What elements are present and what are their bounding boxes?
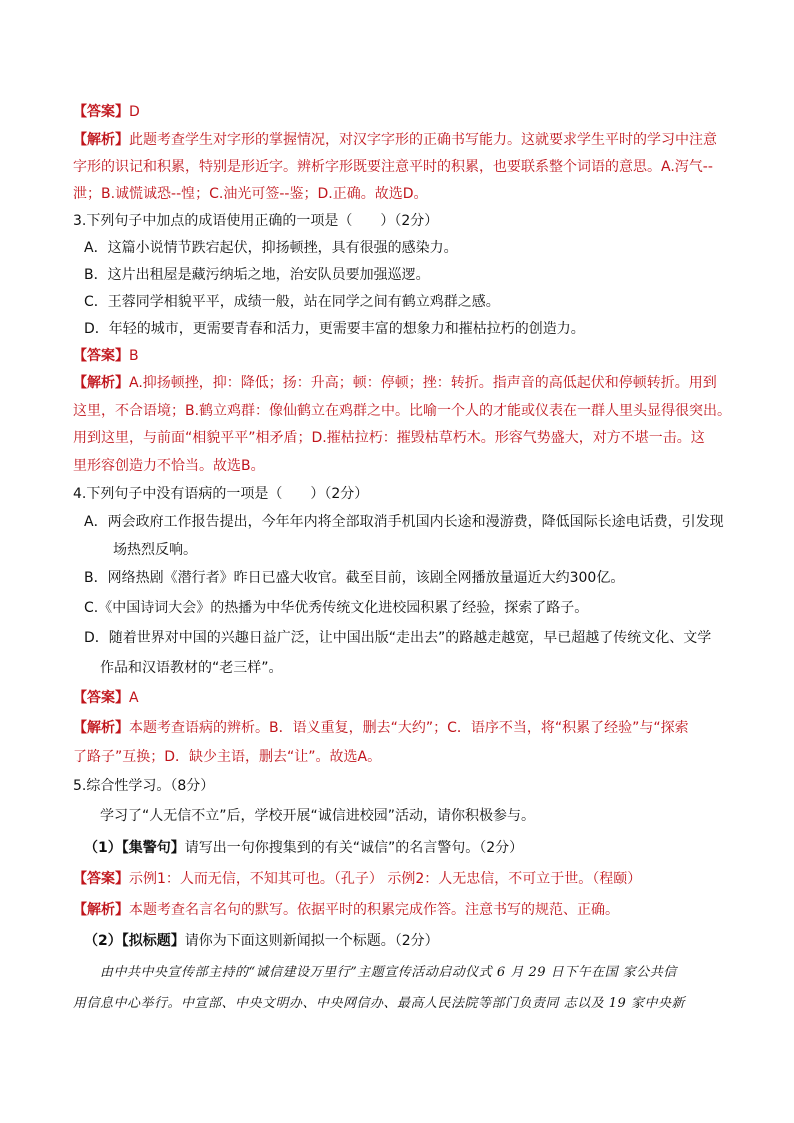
sub1-label: （1）【集警句】 <box>84 840 185 856</box>
answer-label: 【答案】 <box>73 348 129 364</box>
q4-option-b: B．网络热剧《潜行者》昨日已盛大收官。截至目前，该剧全网播放量逼近大约300亿。 <box>84 570 625 586</box>
q5-sub1-analysis: 【解析】本题考查名言名句的默写。依据平时的积累完成作答。注意书写的规范、正确。 <box>73 902 619 918</box>
q3-analysis-line-4: 里形容创造力不恰当。故选B。 <box>73 458 265 474</box>
sub2-label: （2）【拟标题】 <box>84 933 185 949</box>
q3-option-b: B．这片出租屋是藏污纳垢之地，治安队员要加强巡逻。 <box>84 267 430 283</box>
q3-analysis-line-1: 【解析】A.抑扬顿挫，抑：降低；扬：升高；顿：停顿；挫：转折。指声音的高低起伏和停顿转折。用到 <box>73 375 717 391</box>
q3-analysis-line-3: 用到这里，与前面“相貌平平”相矛盾；D.摧枯拉朽：摧毁枯草朽木。形容气势盛大，对方不堪一击。这 <box>73 430 705 446</box>
q5-stem: 5.综合性学习。（8分） <box>73 778 215 794</box>
q4-option-a-cont: 场热烈反响。 <box>113 542 197 558</box>
q3-option-c: C．王蓉同学相貌平平，成绩一般，站在同学之间有鹤立鸡群之感。 <box>84 294 500 310</box>
news-line-2: 用信息中心举行。中宣部、中央文明办、中央网信办、最高人民法院等部门负责同 志以及 19 家中央新 <box>73 996 685 1011</box>
q4-answer: 【答案】A <box>73 690 139 706</box>
q4-stem: 4.下列句子中没有语病的一项是（ ）（2分） <box>73 486 369 502</box>
q2-analysis-line-2: 字形的识记和积累，特别是形近字。辨析字形既要注意平时的积累，也要联系整个词语的意思。A.泻气-- <box>73 159 713 175</box>
q4-option-d-cont: 作品和汉语教材的“老三样”。 <box>100 660 283 676</box>
answer-label: 【答案】 <box>73 104 129 120</box>
q2-answer: 【答案】D <box>73 104 140 120</box>
q5-intro: 学习了“人无信不立”后，学校开展“诚信进校园”活动，请你积极参与。 <box>100 808 536 824</box>
answer-label: 【答案】 <box>73 871 129 887</box>
q4-option-c: C.《中国诗词大会》的热播为中华优秀传统文化进校园积累了经验，探索了路子。 <box>84 600 589 616</box>
answer-label: 【答案】 <box>73 690 129 706</box>
analysis-label: 【解析】 <box>73 902 129 918</box>
analysis-label: 【解析】 <box>73 720 129 736</box>
q3-option-d: D．年轻的城市，更需要青春和活力，更需要丰富的想象力和摧枯拉朽的创造力。 <box>84 321 585 337</box>
analysis-label: 【解析】 <box>73 375 129 391</box>
analysis-label: 【解析】 <box>73 132 129 148</box>
q5-sub1-answer: 【答案】示例1：人而无信，不知其可也。（孔子） 示例2：人无忠信，不可立于世。（程颐） <box>73 871 642 887</box>
q2-analysis-line-3: 泄；B.诚慌诚恐--惶；C.油光可签--鉴；D.正确。故选D。 <box>73 186 428 202</box>
q3-option-a: A．这篇小说情节跌宕起伏，抑扬顿挫，具有很强的感染力。 <box>84 240 458 256</box>
q4-option-d: D．随着世界对中国的兴趣日益广泛，让中国出版“走出去”的路越走越宽，早已超越了传统文化、文学 <box>84 630 712 646</box>
q4-option-a: A．两会政府工作报告提出，今年年内将全部取消手机国内长途和漫游费，降低国际长途电话费，引发现 <box>84 514 724 530</box>
q5-sub1: （1）【集警句】请写出一句你搜集到的有关“诚信”的名言警句。（2分） <box>84 840 524 856</box>
q3-stem: 3.下列句子中加点的成语使用正确的一项是（ ）（2分） <box>73 213 439 229</box>
q5-sub2: （2）【拟标题】请你为下面这则新闻拟一个标题。（2分） <box>84 933 439 949</box>
q4-analysis-line-2: 了路子”互换；D．缺少主语，删去“让”。故选A。 <box>73 749 382 765</box>
q3-answer: 【答案】B <box>73 348 139 364</box>
q2-analysis-line-1: 【解析】此题考查学生对字形的掌握情况，对汉字字形的正确书写能力。这就要求学生平时的学习中注意 <box>73 132 717 148</box>
q3-analysis-line-2: 这里，不合语境；B.鹤立鸡群：像仙鹤立在鸡群之中。比喻一个人的才能或仪表在一群人里头显得很突出。 <box>73 403 732 419</box>
q4-analysis-line-1: 【解析】本题考查语病的辨析。B．语义重复，删去“大约”；C．语序不当，将“积累了经验”与“探索 <box>73 720 689 736</box>
news-line-1: 由中共中央宣传部主持的“诚信建设万里行”主题宣传活动启动仪式 6 月 29 日下午在国 家公共信 <box>100 965 677 980</box>
